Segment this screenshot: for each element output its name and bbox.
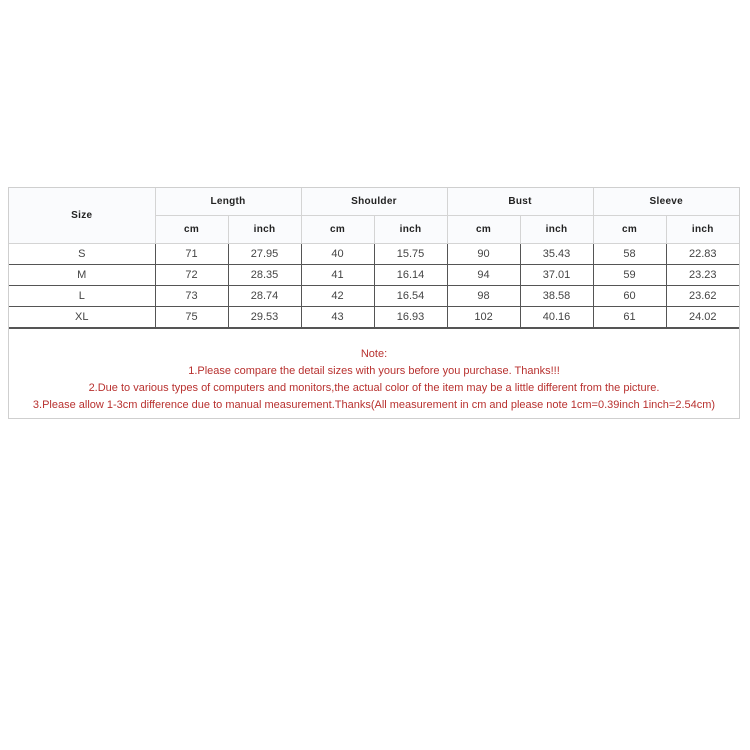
table-cell: 35.43 bbox=[520, 244, 593, 265]
table-cell: 102 bbox=[447, 307, 520, 328]
size-cell: S bbox=[9, 244, 155, 265]
size-chart bbox=[8, 187, 740, 419]
table-cell: 22.83 bbox=[666, 244, 739, 265]
table-cell: 73 bbox=[155, 286, 228, 307]
unit-header: cm bbox=[155, 216, 228, 244]
notes-section bbox=[9, 328, 739, 418]
table-cell: 61 bbox=[593, 307, 666, 328]
table-cell: 37.01 bbox=[520, 265, 593, 286]
table-cell: 16.93 bbox=[374, 307, 447, 328]
table-cell: 71 bbox=[155, 244, 228, 265]
table-cell: 29.53 bbox=[228, 307, 301, 328]
unit-header: cm bbox=[447, 216, 520, 244]
table-cell: 28.74 bbox=[228, 286, 301, 307]
table-cell: 42 bbox=[301, 286, 374, 307]
table-row bbox=[9, 307, 739, 328]
table-cell: 58 bbox=[593, 244, 666, 265]
table-cell: 23.23 bbox=[666, 265, 739, 286]
note-title: Note: bbox=[360, 348, 388, 360]
unit-header: inch bbox=[666, 216, 739, 244]
table-cell: 23.62 bbox=[666, 286, 739, 307]
group-header-length: Length bbox=[155, 188, 301, 216]
group-header-shoulder: Shoulder bbox=[301, 188, 447, 216]
note-line: 3.Please allow 1-3cm difference due to manual measurement.Thanks(All measurement in cm and please note 1cm=0.39inch 1inch=2.54cm) bbox=[32, 399, 716, 411]
table-row bbox=[9, 286, 739, 307]
group-header-row bbox=[9, 188, 739, 216]
table-cell: 72 bbox=[155, 265, 228, 286]
table-cell: 90 bbox=[447, 244, 520, 265]
table-row bbox=[9, 265, 739, 286]
table-row bbox=[9, 244, 739, 265]
group-header-bust: Bust bbox=[447, 188, 593, 216]
table-cell: 40.16 bbox=[520, 307, 593, 328]
table-cell: 98 bbox=[447, 286, 520, 307]
note-line: 2.Due to various types of computers and monitors,the actual color of the item may be a little different from the picture. bbox=[88, 382, 660, 394]
unit-header: cm bbox=[593, 216, 666, 244]
size-cell: M bbox=[9, 265, 155, 286]
table-cell: 16.54 bbox=[374, 286, 447, 307]
table-cell: 41 bbox=[301, 265, 374, 286]
size-table bbox=[9, 188, 739, 328]
table-cell: 24.02 bbox=[666, 307, 739, 328]
table-cell: 40 bbox=[301, 244, 374, 265]
note-line: 1.Please compare the detail sizes with yours before you purchase. Thanks!!! bbox=[188, 365, 560, 377]
table-cell: 38.58 bbox=[520, 286, 593, 307]
size-cell: XL bbox=[9, 307, 155, 328]
table-cell: 28.35 bbox=[228, 265, 301, 286]
table-cell: 43 bbox=[301, 307, 374, 328]
table-cell: 27.95 bbox=[228, 244, 301, 265]
table-cell: 59 bbox=[593, 265, 666, 286]
table-cell: 60 bbox=[593, 286, 666, 307]
size-header: Size bbox=[9, 188, 155, 244]
size-cell: L bbox=[9, 286, 155, 307]
table-cell: 15.75 bbox=[374, 244, 447, 265]
unit-header: inch bbox=[228, 216, 301, 244]
unit-header: inch bbox=[374, 216, 447, 244]
unit-header: inch bbox=[520, 216, 593, 244]
group-header-sleeve: Sleeve bbox=[593, 188, 739, 216]
table-cell: 75 bbox=[155, 307, 228, 328]
table-cell: 16.14 bbox=[374, 265, 447, 286]
unit-header: cm bbox=[301, 216, 374, 244]
table-cell: 94 bbox=[447, 265, 520, 286]
